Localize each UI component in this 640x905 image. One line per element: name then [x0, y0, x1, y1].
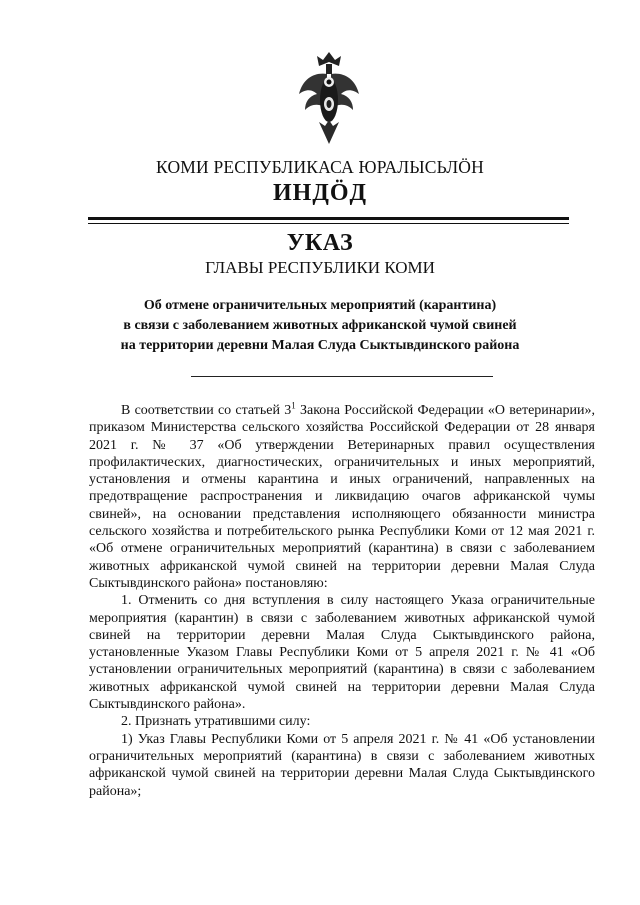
paragraph-preamble — [89, 402, 595, 592]
document-heading — [70, 296, 570, 356]
preamble-start: В соответствии со статьей 3 — [121, 403, 292, 418]
preamble-rest: Закона Российской Федерации «О ветеринарии», приказом Министерства сельского хозяйства Российской Федерации от 28 января 2021 г. № 37 «Об утверждении Ветеринарных правил осуществления профилактических, диагностических, ограничительных и иных мероприятий, установления и отмены карантина и иных ограничений, направленных на предотвращение распространения и ликвидацию очагов африканской чумы свиней», на основании представления исполняющего обязанности министра сельского хозяйства и потребительского рынка Республики Коми от 12 мая 2021 г. «Об отмене ограничительных мероприятий (карантина) в связи с заболеванием животных африканской чумой свиней на территории деревни Малая Слуда Сыктывдинского района» постановляю: — [89, 403, 595, 591]
document-type: УКАЗ — [286, 230, 354, 256]
heading-line-3: на территории деревни Малая Слуда Сыктывдинского района — [120, 338, 520, 353]
coat-of-arms-emblem — [297, 50, 361, 148]
header-indod: ИНДÖД — [272, 180, 368, 206]
heading-line-1: Об отмене ограничительных мероприятий (карантина) — [143, 298, 497, 313]
heading-underline — [191, 376, 493, 377]
paragraph-item-1: 1. Отменить со дня вступления в силу настоящего Указа ограничительные мероприятия (карантин) в связи с заболеванием животных африканской чумой свиней на территории деревни Малая Слуда Сыктывдинского района, установленные Указом Главы Республики Коми от 5 апреля 2021 г. № 41 «Об установлении ограничительных мероприятий (карантина) в связи с заболеванием животных африканской чумой свиней на территории деревни Малая Слуда Сыктывдинского района». — [89, 593, 595, 713]
republic-name-komi: КОМИ РЕСПУБЛИКАСА ЮРАЛЫСЬЛÖН — [156, 157, 484, 177]
paragraph-item-2-1: 1) Указ Главы Республики Коми от 5 апреля 2021 г. № 41 «Об установлении ограничительных мероприятий (карантина) в связи с заболеванием животных африканской чумой свиней на территории деревни Малая Слуда Сыктывдинского района»; — [89, 731, 595, 799]
superscript: 1 — [291, 400, 296, 411]
header-rule-thin — [88, 223, 569, 224]
document-body — [89, 402, 595, 800]
heading-line-2: в связи с заболеванием животных африканской чумой свиней — [123, 318, 517, 333]
paragraph-item-2: 2. Признать утратившими силу: — [121, 714, 311, 730]
document-issuer: ГЛАВЫ РЕСПУБЛИКИ КОМИ — [205, 258, 435, 277]
header-rule-thick — [88, 217, 569, 220]
